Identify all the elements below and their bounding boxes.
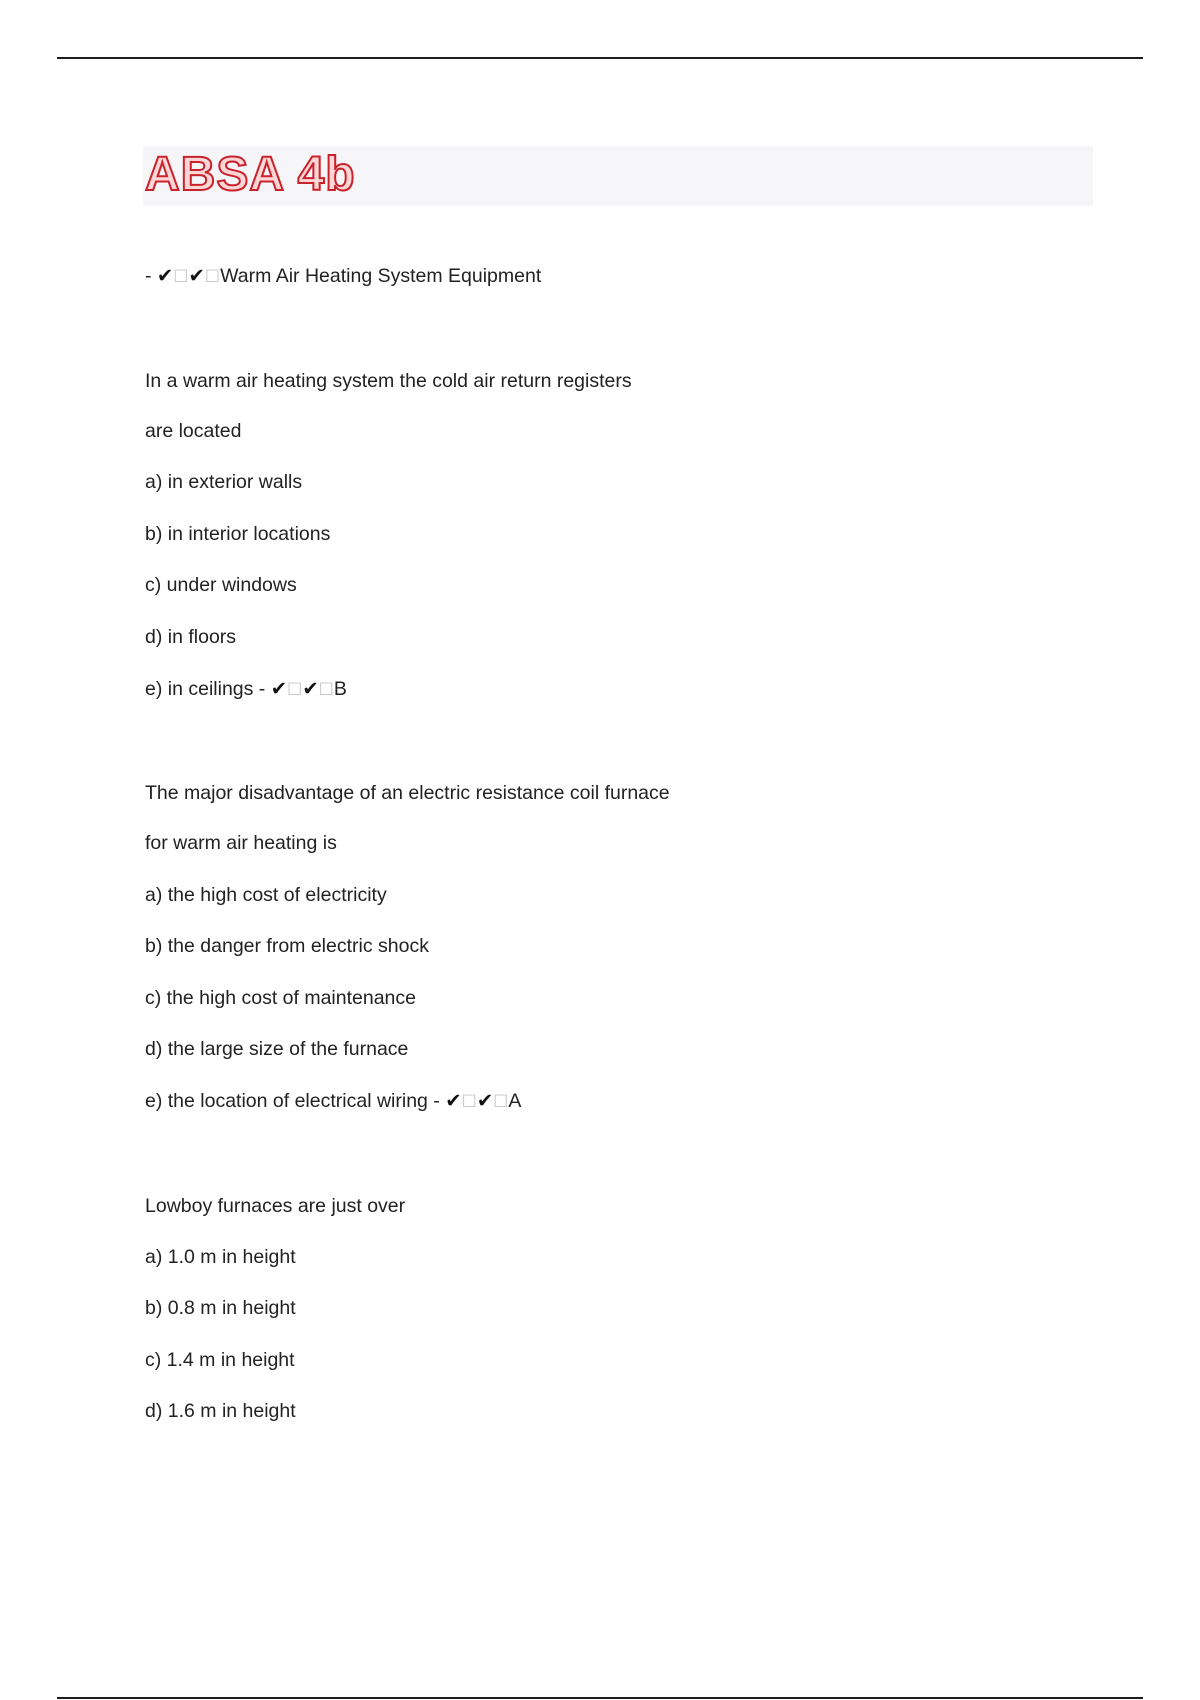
question-2-stem-line-2: for warm air heating is bbox=[145, 832, 337, 854]
section-heading-text: Warm Air Heating System Equipment bbox=[220, 265, 542, 287]
check-mark-icon: ✔ bbox=[445, 1089, 462, 1112]
question-3-stem-line-1: Lowboy furnaces are just over bbox=[145, 1195, 406, 1217]
section-heading bbox=[145, 264, 541, 289]
empty-box-icon: ☐ bbox=[173, 267, 189, 287]
empty-box-icon: ☐ bbox=[318, 680, 334, 700]
section-prefix: - bbox=[145, 265, 157, 287]
check-mark-icon: ✔ bbox=[270, 677, 288, 700]
question-2-answer: A bbox=[508, 1090, 522, 1112]
question-2-option-e bbox=[145, 1089, 521, 1114]
question-3-option-d: d) 1.6 m in height bbox=[145, 1400, 296, 1422]
empty-box-icon: ☐ bbox=[287, 680, 303, 700]
option-e-text: e) in ceilings - bbox=[145, 678, 271, 700]
question-1-stem-line-2: are located bbox=[145, 420, 242, 442]
empty-box-icon: ☐ bbox=[461, 1092, 477, 1112]
question-3-option-b: b) 0.8 m in height bbox=[145, 1297, 296, 1319]
question-3-option-c: c) 1.4 m in height bbox=[145, 1349, 295, 1371]
check-mark-icon: ✔ bbox=[156, 264, 174, 287]
question-1-option-e bbox=[145, 677, 347, 702]
bottom-rule bbox=[57, 1697, 1143, 1699]
top-rule bbox=[57, 57, 1143, 59]
question-1-option-d: d) in floors bbox=[145, 626, 237, 648]
option-e-text: e) the location of electrical wiring - bbox=[145, 1090, 446, 1112]
question-1-option-c: c) under windows bbox=[145, 574, 297, 596]
question-1-stem-line-1: In a warm air heating system the cold air return registers bbox=[145, 370, 632, 392]
question-1-option-b: b) in interior locations bbox=[145, 523, 331, 545]
check-mark-icon: ✔ bbox=[188, 264, 205, 287]
question-2-option-b: b) the danger from electric shock bbox=[145, 935, 429, 957]
question-2-option-c: c) the high cost of maintenance bbox=[145, 987, 416, 1009]
empty-box-icon: ☐ bbox=[493, 1092, 509, 1112]
title-banner bbox=[143, 146, 1093, 206]
check-mark-icon: ✔ bbox=[302, 677, 319, 700]
empty-box-icon: ☐ bbox=[204, 267, 221, 287]
question-3-option-a: a) 1.0 m in height bbox=[145, 1246, 296, 1268]
question-2-option-d: d) the large size of the furnace bbox=[145, 1038, 409, 1060]
question-1-answer: B bbox=[333, 678, 347, 700]
question-2-stem-line-1: The major disadvantage of an electric resistance coil furnace bbox=[145, 782, 670, 804]
document-title: ABSA 4b bbox=[145, 148, 356, 201]
question-1-option-a: a) in exterior walls bbox=[145, 471, 303, 493]
check-mark-icon: ✔ bbox=[476, 1089, 494, 1112]
question-2-option-a: a) the high cost of electricity bbox=[145, 884, 387, 906]
